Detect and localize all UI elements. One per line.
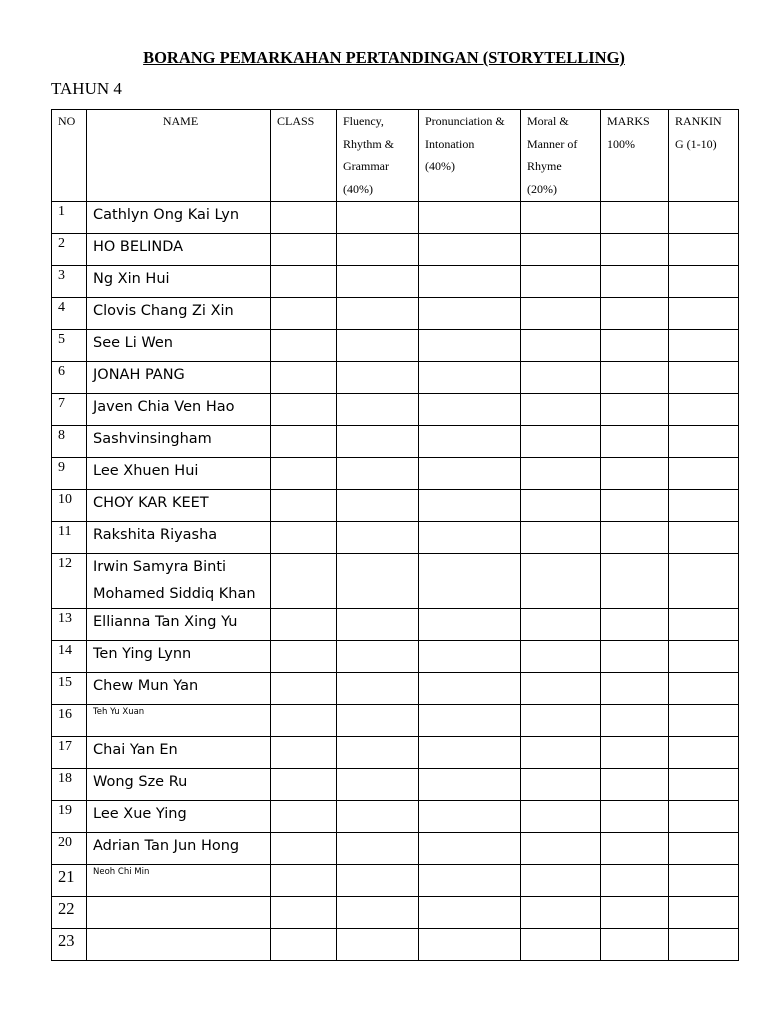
ranking-cell[interactable]	[669, 490, 739, 522]
pronunciation-cell[interactable]	[419, 737, 521, 769]
pronunciation-cell[interactable]	[419, 202, 521, 234]
pronunciation-cell[interactable]	[419, 897, 521, 929]
pronunciation-cell[interactable]	[419, 298, 521, 330]
student-name: See Li Wen	[87, 330, 271, 362]
table-row	[52, 394, 739, 426]
table-row	[52, 234, 739, 266]
pronunciation-cell[interactable]	[419, 705, 521, 737]
table-row	[52, 609, 739, 641]
ranking-cell[interactable]	[669, 202, 739, 234]
fluency-cell[interactable]	[337, 298, 419, 330]
moral-cell[interactable]	[521, 737, 601, 769]
ranking-cell[interactable]	[669, 426, 739, 458]
ranking-cell[interactable]	[669, 737, 739, 769]
student-name: Javen Chia Ven Hao	[87, 394, 271, 426]
class-cell[interactable]	[271, 897, 337, 929]
ranking-cell[interactable]	[669, 234, 739, 266]
fluency-cell[interactable]	[337, 737, 419, 769]
table-row	[52, 865, 739, 897]
moral-cell[interactable]	[521, 362, 601, 394]
table-row	[52, 362, 739, 394]
row-number: 17	[52, 737, 87, 769]
class-cell[interactable]	[271, 833, 337, 865]
marks-cell[interactable]	[601, 202, 669, 234]
row-number: 5	[52, 330, 87, 362]
moral-cell[interactable]	[521, 769, 601, 801]
header-marks-line: 100%	[607, 136, 635, 151]
student-name: JONAH PANG	[87, 362, 271, 394]
moral-cell[interactable]	[521, 673, 601, 705]
student-name: CHOY KAR KEET	[87, 490, 271, 522]
class-cell[interactable]	[271, 490, 337, 522]
class-cell[interactable]	[271, 609, 337, 641]
row-number: 20	[52, 833, 87, 865]
document-title: BORANG PEMARKAHAN PERTANDINGAN (STORYTELLING)	[143, 48, 625, 67]
class-cell[interactable]	[271, 394, 337, 426]
student-name: Cathlyn Ong Kai Lyn	[87, 202, 271, 234]
table-row	[52, 426, 739, 458]
fluency-cell[interactable]	[337, 266, 419, 298]
header-ranking	[669, 110, 739, 202]
student-name: Sashvinsingham	[87, 426, 271, 458]
class-cell[interactable]	[271, 458, 337, 490]
fluency-cell[interactable]	[337, 673, 419, 705]
student-name: Chai Yan En	[87, 737, 271, 769]
student-name-line: Mohamed Siddiq Khan	[93, 586, 256, 602]
pronunciation-cell[interactable]	[419, 865, 521, 897]
row-number: 15	[52, 673, 87, 705]
header-no: NO	[52, 110, 87, 202]
class-cell[interactable]	[271, 266, 337, 298]
fluency-cell[interactable]	[337, 490, 419, 522]
class-cell[interactable]	[271, 769, 337, 801]
fluency-cell[interactable]	[337, 897, 419, 929]
student-name	[87, 929, 271, 961]
fluency-cell[interactable]	[337, 234, 419, 266]
ranking-cell[interactable]	[669, 929, 739, 961]
marks-cell[interactable]	[601, 490, 669, 522]
moral-cell[interactable]	[521, 929, 601, 961]
fluency-cell[interactable]	[337, 394, 419, 426]
fluency-cell[interactable]	[337, 865, 419, 897]
row-number: 6	[52, 362, 87, 394]
row-number: 21	[52, 865, 87, 897]
table-body	[52, 202, 739, 961]
marks-cell[interactable]	[601, 426, 669, 458]
class-cell[interactable]	[271, 865, 337, 897]
header-ranking-line: RANKIN	[675, 114, 722, 128]
row-number: 12	[52, 554, 87, 609]
pronunciation-cell[interactable]	[419, 801, 521, 833]
student-name: Neoh Chi Min	[87, 865, 271, 897]
pronunciation-cell[interactable]	[419, 609, 521, 641]
marks-cell[interactable]	[601, 801, 669, 833]
marks-cell[interactable]	[601, 458, 669, 490]
fluency-cell[interactable]	[337, 522, 419, 554]
row-number: 16	[52, 705, 87, 737]
pronunciation-cell[interactable]	[419, 490, 521, 522]
fluency-cell[interactable]	[337, 202, 419, 234]
class-cell[interactable]	[271, 202, 337, 234]
fluency-cell[interactable]	[337, 554, 419, 609]
marks-cell[interactable]	[601, 737, 669, 769]
moral-cell[interactable]	[521, 234, 601, 266]
row-number: 2	[52, 234, 87, 266]
pronunciation-cell[interactable]	[419, 833, 521, 865]
moral-cell[interactable]	[521, 330, 601, 362]
header-moral-line: Rhyme	[527, 159, 562, 173]
ranking-cell[interactable]	[669, 266, 739, 298]
header-fluency-line: (40%)	[343, 181, 373, 196]
student-name: Ng Xin Hui	[87, 266, 271, 298]
row-number: 23	[52, 929, 87, 961]
table-row	[52, 458, 739, 490]
student-name: Rakshita Riyasha	[87, 522, 271, 554]
moral-cell[interactable]	[521, 202, 601, 234]
moral-cell[interactable]	[521, 801, 601, 833]
header-ranking-line: G (1-10)	[675, 136, 717, 151]
pronunciation-cell[interactable]	[419, 641, 521, 673]
header-fluency	[337, 110, 419, 202]
moral-cell[interactable]	[521, 641, 601, 673]
table-row	[52, 897, 739, 929]
ranking-cell[interactable]	[669, 609, 739, 641]
row-number: 1	[52, 202, 87, 234]
class-cell[interactable]	[271, 705, 337, 737]
marks-cell[interactable]	[601, 897, 669, 929]
ranking-cell[interactable]	[669, 897, 739, 929]
fluency-cell[interactable]	[337, 426, 419, 458]
marks-cell[interactable]	[601, 865, 669, 897]
moral-cell[interactable]	[521, 897, 601, 929]
class-cell[interactable]	[271, 929, 337, 961]
class-cell[interactable]	[271, 298, 337, 330]
ranking-cell[interactable]	[669, 362, 739, 394]
header-fluency-line: Grammar	[343, 159, 389, 173]
row-number: 22	[52, 897, 87, 929]
row-number: 11	[52, 522, 87, 554]
table-row	[52, 705, 739, 737]
header-name: NAME	[87, 110, 271, 202]
class-cell[interactable]	[271, 554, 337, 609]
fluency-cell[interactable]	[337, 609, 419, 641]
class-cell[interactable]	[271, 362, 337, 394]
pronunciation-cell[interactable]	[419, 362, 521, 394]
table-row	[52, 298, 739, 330]
fluency-cell[interactable]	[337, 641, 419, 673]
student-name: HO BELINDA	[87, 234, 271, 266]
row-number: 10	[52, 490, 87, 522]
fluency-cell[interactable]	[337, 929, 419, 961]
marks-cell[interactable]	[601, 522, 669, 554]
student-name-line: Irwin Samyra Binti	[93, 559, 227, 575]
header-pronunciation	[419, 110, 521, 202]
marks-cell[interactable]	[601, 330, 669, 362]
pronunciation-cell[interactable]	[419, 929, 521, 961]
header-pronunciation-line: Intonation	[425, 136, 475, 151]
pronunciation-cell[interactable]	[419, 458, 521, 490]
class-cell[interactable]	[271, 801, 337, 833]
pronunciation-cell[interactable]	[419, 266, 521, 298]
table-row	[52, 490, 739, 522]
table-row	[52, 769, 739, 801]
document-subtitle: TAHUN 4	[51, 79, 122, 98]
marks-cell[interactable]	[601, 234, 669, 266]
header-pronunciation-line: Pronunciation &	[425, 114, 505, 128]
class-cell[interactable]	[271, 641, 337, 673]
fluency-cell[interactable]	[337, 458, 419, 490]
student-name	[87, 554, 271, 609]
marks-cell[interactable]	[601, 362, 669, 394]
marks-cell[interactable]	[601, 705, 669, 737]
moral-cell[interactable]	[521, 394, 601, 426]
class-cell[interactable]	[271, 234, 337, 266]
pronunciation-cell[interactable]	[419, 522, 521, 554]
class-cell[interactable]	[271, 737, 337, 769]
ranking-cell[interactable]	[669, 641, 739, 673]
row-number: 13	[52, 609, 87, 641]
fluency-cell[interactable]	[337, 330, 419, 362]
header-marks	[601, 110, 669, 202]
ranking-cell[interactable]	[669, 458, 739, 490]
fluency-cell[interactable]	[337, 769, 419, 801]
marks-cell[interactable]	[601, 929, 669, 961]
student-name: Adrian Tan Jun Hong	[87, 833, 271, 865]
marks-cell[interactable]	[601, 266, 669, 298]
marks-cell[interactable]	[601, 394, 669, 426]
table-row	[52, 833, 739, 865]
moral-cell[interactable]	[521, 458, 601, 490]
student-name: Chew Mun Yan	[87, 673, 271, 705]
pronunciation-cell[interactable]	[419, 394, 521, 426]
table-row	[52, 737, 739, 769]
header-class: CLASS	[271, 110, 337, 202]
table-row	[52, 929, 739, 961]
pronunciation-cell[interactable]	[419, 554, 521, 609]
table-row	[52, 522, 739, 554]
fluency-cell[interactable]	[337, 833, 419, 865]
pronunciation-cell[interactable]	[419, 330, 521, 362]
marks-cell[interactable]	[601, 609, 669, 641]
student-name: Ellianna Tan Xing Yu	[87, 609, 271, 641]
fluency-cell[interactable]	[337, 801, 419, 833]
class-cell[interactable]	[271, 522, 337, 554]
table-row	[52, 641, 739, 673]
student-name: Lee Xue Ying	[87, 801, 271, 833]
student-name	[87, 897, 271, 929]
moral-cell[interactable]	[521, 266, 601, 298]
pronunciation-cell[interactable]	[419, 426, 521, 458]
row-number: 9	[52, 458, 87, 490]
ranking-cell[interactable]	[669, 801, 739, 833]
header-marks-line: MARKS	[607, 114, 650, 128]
student-name: Lee Xhuen Hui	[87, 458, 271, 490]
class-cell[interactable]	[271, 426, 337, 458]
ranking-cell[interactable]	[669, 394, 739, 426]
header-row	[52, 110, 739, 202]
ranking-cell[interactable]	[669, 865, 739, 897]
row-number: 7	[52, 394, 87, 426]
score-table	[51, 109, 739, 961]
ranking-cell[interactable]	[669, 673, 739, 705]
header-moral-line: Moral &	[527, 114, 569, 128]
pronunciation-cell[interactable]	[419, 769, 521, 801]
ranking-cell[interactable]	[669, 554, 739, 609]
fluency-cell[interactable]	[337, 705, 419, 737]
pronunciation-cell[interactable]	[419, 234, 521, 266]
fluency-cell[interactable]	[337, 362, 419, 394]
row-number: 19	[52, 801, 87, 833]
class-cell[interactable]	[271, 673, 337, 705]
moral-cell[interactable]	[521, 426, 601, 458]
class-cell[interactable]	[271, 330, 337, 362]
ranking-cell[interactable]	[669, 330, 739, 362]
header-pronunciation-line: (40%)	[425, 159, 455, 173]
marks-cell[interactable]	[601, 673, 669, 705]
header-fluency-line: Fluency,	[343, 114, 384, 128]
row-number: 8	[52, 426, 87, 458]
marks-cell[interactable]	[601, 833, 669, 865]
moral-cell[interactable]	[521, 833, 601, 865]
moral-cell[interactable]	[521, 865, 601, 897]
row-number: 4	[52, 298, 87, 330]
moral-cell[interactable]	[521, 298, 601, 330]
marks-cell[interactable]	[601, 641, 669, 673]
ranking-cell[interactable]	[669, 522, 739, 554]
student-name: Clovis Chang Zi Xin	[87, 298, 271, 330]
table-row	[52, 202, 739, 234]
header-moral-line: (20%)	[527, 181, 557, 196]
ranking-cell[interactable]	[669, 769, 739, 801]
student-name: Wong Sze Ru	[87, 769, 271, 801]
moral-cell[interactable]	[521, 705, 601, 737]
table-row	[52, 266, 739, 298]
row-number: 18	[52, 769, 87, 801]
student-name: Ten Ying Lynn	[87, 641, 271, 673]
moral-cell[interactable]	[521, 490, 601, 522]
table-row	[52, 554, 739, 609]
header-moral-line: Manner of	[527, 136, 578, 151]
ranking-cell[interactable]	[669, 833, 739, 865]
table-row	[52, 330, 739, 362]
row-number: 3	[52, 266, 87, 298]
table-row	[52, 673, 739, 705]
header-moral	[521, 110, 601, 202]
student-name: Teh Yu Xuan	[87, 705, 271, 737]
row-number: 14	[52, 641, 87, 673]
marks-cell[interactable]	[601, 298, 669, 330]
moral-cell[interactable]	[521, 609, 601, 641]
ranking-cell[interactable]	[669, 298, 739, 330]
moral-cell[interactable]	[521, 522, 601, 554]
marks-cell[interactable]	[601, 769, 669, 801]
ranking-cell[interactable]	[669, 705, 739, 737]
header-fluency-line: Rhythm &	[343, 136, 395, 151]
pronunciation-cell[interactable]	[419, 673, 521, 705]
marks-cell[interactable]	[601, 554, 669, 609]
moral-cell[interactable]	[521, 554, 601, 609]
table-row	[52, 801, 739, 833]
